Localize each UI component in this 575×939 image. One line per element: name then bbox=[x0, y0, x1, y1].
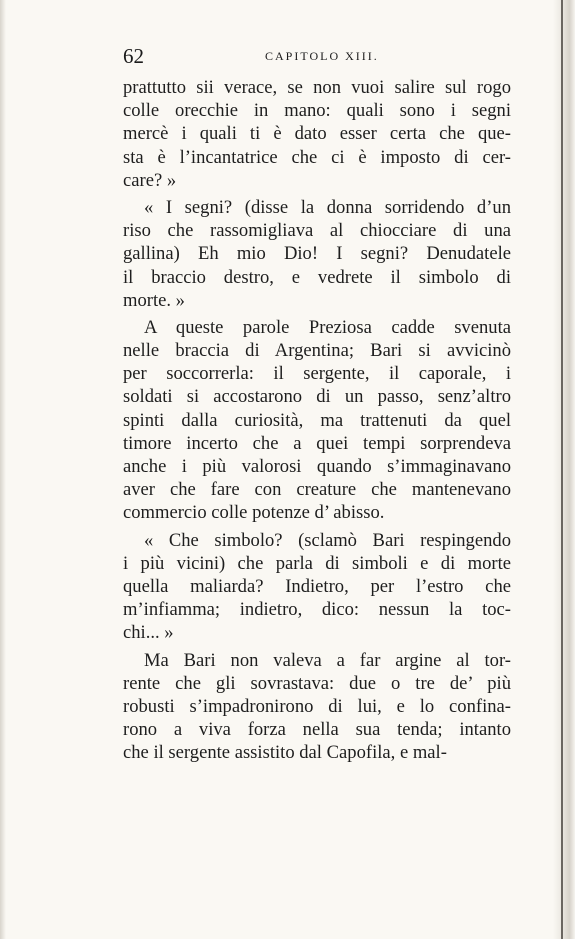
paragraph bbox=[123, 76, 511, 192]
text-line: nelle braccia di Argentina; Bari si avvicinò bbox=[123, 340, 511, 362]
text-line: colle orecchie in mano: quali sono i segni bbox=[123, 100, 511, 122]
running-header bbox=[123, 44, 519, 70]
text-line: gallina) Eh mio Dio! I segni? Denudatele bbox=[123, 243, 511, 265]
text-line: per soccorrerla: il sergente, il caporale, i bbox=[123, 363, 511, 385]
text-line: A queste parole Preziosa cadde svenuta bbox=[144, 316, 511, 338]
page-binding-line bbox=[561, 0, 563, 939]
text-line: Ma Bari non valeva a far argine al tor- bbox=[144, 649, 511, 671]
text-line: robusti s’impadronirono di lui, e lo confina- bbox=[123, 695, 511, 717]
text-line: riso che rassomigliava al chiocciare di una bbox=[123, 220, 511, 242]
text-line: anche i più valorosi quando s’immaginavano bbox=[123, 456, 511, 477]
text-line: che il sergente assistito dal Capofila, e mal- bbox=[123, 742, 447, 764]
text-line: « Che simbolo? (sclamò Bari respingendo bbox=[144, 529, 511, 551]
paragraph bbox=[123, 316, 511, 525]
page-right-edge bbox=[553, 0, 575, 939]
text-line: quella maliarda? Indietro, per l’estro che bbox=[123, 575, 511, 597]
body-text bbox=[123, 76, 511, 764]
paragraph bbox=[123, 529, 511, 645]
text-line: aver che fare con creature che mantenevano bbox=[123, 479, 511, 501]
text-line: sta è l’incantatrice che ci è imposto di cer- bbox=[123, 146, 511, 168]
text-line: commercio colle potenze d’ abisso. bbox=[123, 502, 385, 524]
text-line: care? » bbox=[123, 169, 177, 191]
text-line: i più vicini) che parla di simboli e di morte bbox=[123, 552, 511, 574]
text-line: morte. » bbox=[123, 289, 185, 311]
paragraph bbox=[123, 196, 511, 312]
chapter-title: CAPITOLO XIII. bbox=[265, 49, 379, 63]
text-line: chi... » bbox=[123, 622, 174, 644]
text-line: rono a viva forza nella sua tenda; intanto bbox=[123, 719, 511, 741]
page-left-shadow bbox=[0, 0, 6, 939]
text-line: « I segni? (disse la donna sorridendo d’un bbox=[144, 196, 511, 218]
text-line: timore incerto che a quei tempi sorprendeva bbox=[123, 432, 511, 454]
text-line: prattutto sii verace, se non vuoi salire sul rogo bbox=[123, 77, 511, 98]
text-line: m’infiamma; indietro, dico: nessun la toc- bbox=[123, 599, 511, 621]
page-number: 62 bbox=[123, 44, 144, 68]
paragraph bbox=[123, 649, 511, 765]
text-line: rente che gli sovrastava: due o tre de’ più bbox=[123, 672, 511, 694]
text-line: spinti dalla curiosità, ma trattenuti da quel bbox=[123, 409, 511, 431]
text-line: mercè i quali ti è dato esser certa che que- bbox=[123, 123, 511, 145]
text-line: soldati si accostarono di un passo, senz’altro bbox=[123, 386, 511, 408]
text-line: il braccio destro, e vedrete il simbolo di bbox=[123, 266, 511, 288]
